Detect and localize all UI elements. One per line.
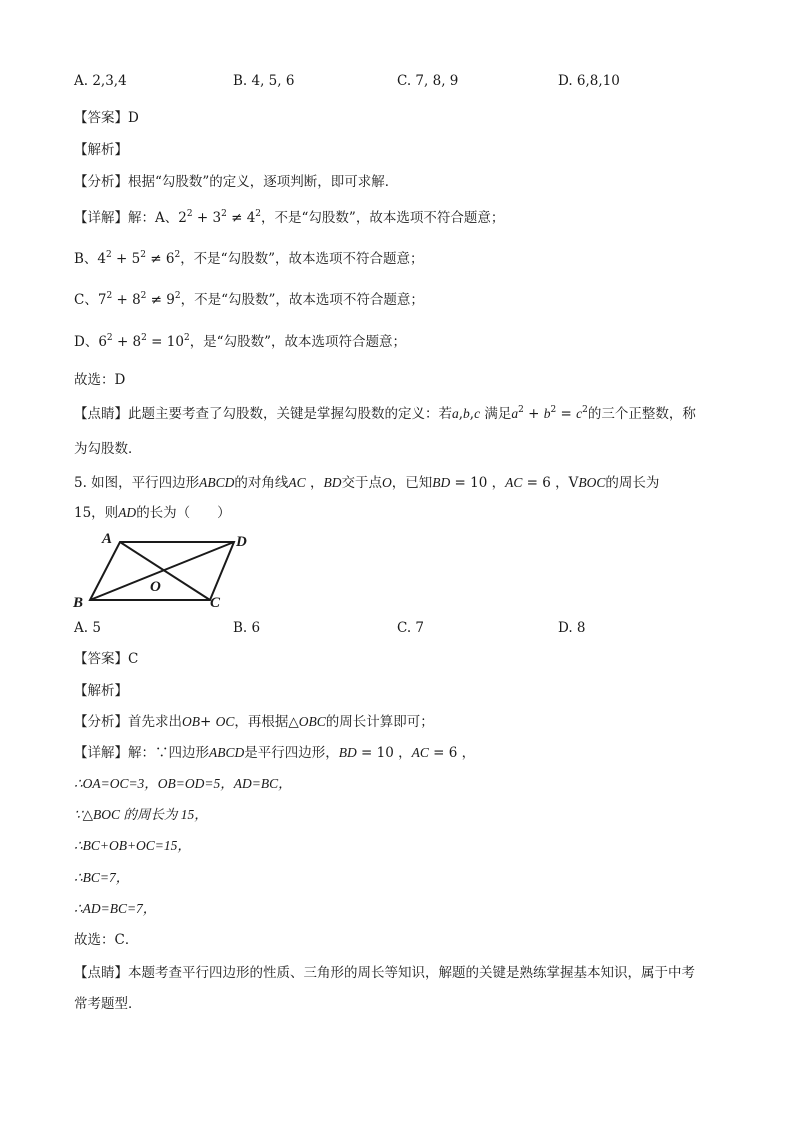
q4-comment: 【点睛】此题主要考查了勾股数，关键是掌握勾股数的定义：若a,b,c 满足$a^2 + b^2 = c^2$的三个正整数，称: [74, 405, 696, 422]
q5-stem-e: 的周长为: [605, 475, 660, 491]
q5-option-b: B. 6: [233, 620, 261, 636]
q5-stem-b: 的对角线: [234, 475, 289, 491]
q5-step-3: ∴BC+OB+OC=15，: [74, 838, 191, 853]
label-o: O: [150, 579, 161, 595]
q4-detail-row-b: B、$4^2 + 5^2 \ne 6^2$，不是“勾股数”，故本选项不符合题意；: [74, 250, 424, 267]
q4-detail-row-d: D、$6^2 + 8^2 = 10^2$，是“勾股数”，故本选项符合题意；: [74, 333, 406, 350]
q4-option-c: C. 7, 8, 9: [397, 73, 459, 89]
diagonal-bd: [90, 542, 234, 600]
q4-row-b-text: ，不是“勾股数”，故本选项不符合题意；: [180, 251, 424, 267]
q5-stem-a: 5. 如图，平行四边形: [74, 475, 200, 491]
q4-jiexi-label: 【解析】: [74, 142, 128, 158]
q4-row-c-text: ，不是“勾股数”，故本选项不符合题意；: [180, 292, 424, 308]
q4-row-b-prefix: B、: [74, 251, 98, 267]
q4-answer: 【答案】D: [74, 110, 139, 126]
q5-stem-g: 的长为（ ）: [136, 505, 231, 521]
q5-detail-b: 是平行四边形，: [244, 745, 339, 761]
label-d: D: [236, 534, 247, 550]
q4-option-b: B. 4, 5, 6: [233, 73, 295, 89]
q4-detail-row-a: 【详解】解：A、$2^2 + 3^2 \ne 4^2$，不是“勾股数”，故本选项不符合题意；: [74, 209, 505, 226]
diagonal-ac: [120, 542, 210, 600]
q5-stem-d: ，已知: [391, 475, 433, 491]
label-a: A: [102, 531, 113, 547]
q4-comment-mid: 满足: [484, 406, 512, 422]
q5-analysis-a: 【分析】首先求出: [74, 714, 182, 730]
label-b: B: [73, 595, 84, 611]
q4-row-d-prefix: D、: [74, 334, 99, 350]
q5-stem-line1: 5. 如图，平行四边形ABCD的对角线AC ，BD交于点O，已知BD = 10 ，AC = 6 ，VBOC的周长为: [74, 475, 660, 491]
q5-step-4: ∴BC=7，: [74, 870, 130, 885]
q4-comment-suffix: 的三个正整数，称: [587, 406, 696, 422]
q5-stem-line2: 15，则AD的长为（ ）: [74, 505, 231, 521]
q5-analysis-c: 的周长计算即可；: [325, 714, 434, 730]
q5-step-1: ∴OA=OC=3，OB=OD=5，AD=BC，: [74, 776, 292, 791]
q4-detail-prefix: 【详解】解：A、: [74, 210, 179, 226]
q5-comment-line2: 常考题型．: [74, 996, 142, 1012]
q5-choice: 故选：C．: [74, 932, 139, 948]
q5-jiexi-label: 【解析】: [74, 683, 128, 699]
q5-step-2: ∵△BOC 的周长为 15，: [74, 807, 208, 822]
q4-option-a: A. 2,3,4: [74, 73, 127, 89]
q5-option-c: C. 7: [397, 620, 425, 636]
q5-detail: 【详解】解：∵四边形ABCD是平行四边形，BD = 10 ，AC = 6 ，: [74, 745, 476, 761]
q5-stem-f: 15，则: [74, 505, 119, 521]
q4-row-d-text: ，是“勾股数”，故本选项符合题意；: [189, 334, 406, 350]
q5-detail-a: 【详解】解：∵四边形: [74, 745, 209, 761]
q5-analysis: 【分析】首先求出OB+ OC，再根据△OBC的周长计算即可；: [74, 714, 434, 730]
q4-detail-row-c: C、$7^2 + 8^2 \ne 9^2$，不是“勾股数”，故本选项不符合题意；: [74, 291, 424, 308]
q5-option-a: A. 5: [74, 620, 101, 636]
q5-step-5: ∴AD=BC=7，: [74, 901, 157, 916]
q4-row-a-text: ，不是“勾股数”，故本选项不符合题意；: [261, 210, 505, 226]
q5-option-d: D. 8: [558, 620, 586, 636]
q4-option-d: D. 6,8,10: [558, 73, 620, 89]
label-c: C: [210, 595, 221, 611]
q5-stem-c: 交于点: [341, 475, 382, 491]
q5-analysis-b: ，再根据△: [234, 714, 299, 730]
q4-comment-prefix: 【点睛】此题主要考查了勾股数，关键是掌握勾股数的定义：若: [74, 406, 452, 422]
q4-choice: 故选：D: [74, 372, 126, 388]
q4-analysis: 【分析】根据“勾股数”的定义，逐项判断，即可求解．: [74, 174, 399, 190]
q5-comment-line1: 【点睛】本题考查平行四边形的性质、三角形的周长等知识，解题的关键是熟练掌握基本知识，属于中考: [74, 965, 695, 981]
q5-answer: 【答案】C: [74, 651, 139, 667]
q4-comment-line2: 为勾股数．: [74, 441, 142, 457]
parallelogram-figure: [72, 530, 262, 612]
q4-row-c-prefix: C、: [74, 292, 98, 308]
